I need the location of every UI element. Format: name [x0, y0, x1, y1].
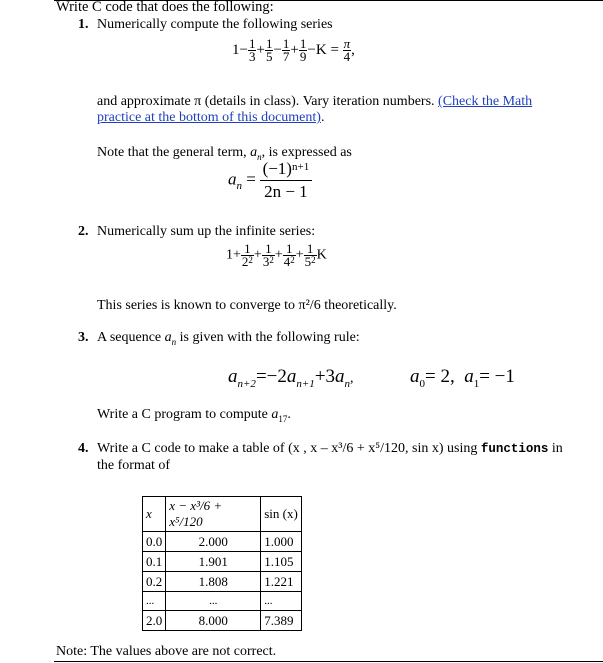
header-sin: sin (x)	[261, 497, 302, 532]
table-row	[143, 572, 302, 592]
functions-keyword: functions	[480, 442, 549, 456]
q1-approx-line: and approximate π (details in class). Vary iteration numbers. (Check the Math	[97, 94, 533, 109]
values-table	[142, 496, 302, 631]
q3-title: A sequence $a_n$ is given with the following rule:	[97, 330, 360, 347]
cell-taylor: 2.000	[166, 532, 261, 552]
math-practice-link-part1[interactable]: (Check the Math	[438, 94, 533, 109]
q3-initial-values: $a_0= 2$, $a_1= -1$	[410, 366, 515, 390]
cell-taylor: 1.808	[166, 572, 261, 592]
cell-sin: 1.000	[261, 532, 302, 552]
cell-x: 2.0	[143, 611, 166, 631]
table-row	[143, 532, 302, 552]
q3-recurrence: $a_{n+2}=-2a_{n+1}+3a_n$,	[228, 366, 354, 390]
table-header-row	[143, 497, 302, 532]
table-row	[143, 552, 302, 572]
cell-sin: 1.221	[261, 572, 302, 592]
q1-series-lead: 1	[232, 41, 240, 58]
table-row	[143, 592, 302, 611]
cell-taylor: 1.901	[166, 552, 261, 572]
q2-number: 2.	[78, 224, 89, 239]
cell-x: ...	[143, 592, 166, 611]
q1-note: Note that the general term, $a_n$, is expressed as	[97, 145, 352, 162]
cell-taylor: 8.000	[166, 611, 261, 631]
q1-general-term: $a_n$ = $\frac{(-1)^{n+1}}{2n - 1}$	[228, 158, 312, 203]
q2-title: Numerically sum up the infinite series:	[97, 224, 316, 239]
cell-sin: ...	[261, 592, 302, 611]
header-text: Write C code that does the following:	[56, 0, 274, 15]
q2-series: 1+ $\frac{1}{2^2}$ + $\frac{1}{3^2}$ + $\frac{1}{4^2}$ + $\frac{1}{5^2}$ K	[226, 241, 327, 269]
table-row	[143, 611, 302, 631]
q1-number: 1.	[78, 17, 89, 32]
cell-taylor: ...	[166, 592, 261, 611]
cell-x: 0.1	[143, 552, 166, 572]
math-practice-link-part2[interactable]: practice at the bottom of this document)	[97, 110, 321, 125]
q3-number: 3.	[78, 330, 89, 345]
header-taylor: x − x³/6 + x⁵/120	[166, 497, 261, 532]
q2-note: This series is known to converge to π²/6 theoretically.	[97, 298, 397, 313]
q3-task: Write a C program to compute $a_{17}$.	[97, 407, 291, 424]
q4-line2: the format of	[97, 458, 171, 473]
cell-x: 0.0	[143, 532, 166, 552]
header-x: x	[143, 497, 166, 532]
q1-series: 1− $\frac{1}{3}$ + $\frac{1}{5}$ − $\frac{1}{7}$ + $\frac{1}{9}$ −K = $\frac{\pi}{4}$ ,	[232, 36, 355, 64]
bottom-rule	[54, 661, 603, 662]
footer-note: Note: The values above are not correct.	[56, 644, 277, 659]
q4-line1: Write a C code to make a table of (x , x – x³/6 + x⁵/120, sin x) using functions in	[97, 441, 563, 456]
q1-title: Numerically compute the following series	[97, 17, 333, 32]
q1-approx-line2: practice at the bottom of this document).	[97, 110, 325, 125]
cell-x: 0.2	[143, 572, 166, 592]
q4-number: 4.	[78, 441, 89, 456]
cell-sin: 1.105	[261, 552, 302, 572]
cell-sin: 7.389	[261, 611, 302, 631]
